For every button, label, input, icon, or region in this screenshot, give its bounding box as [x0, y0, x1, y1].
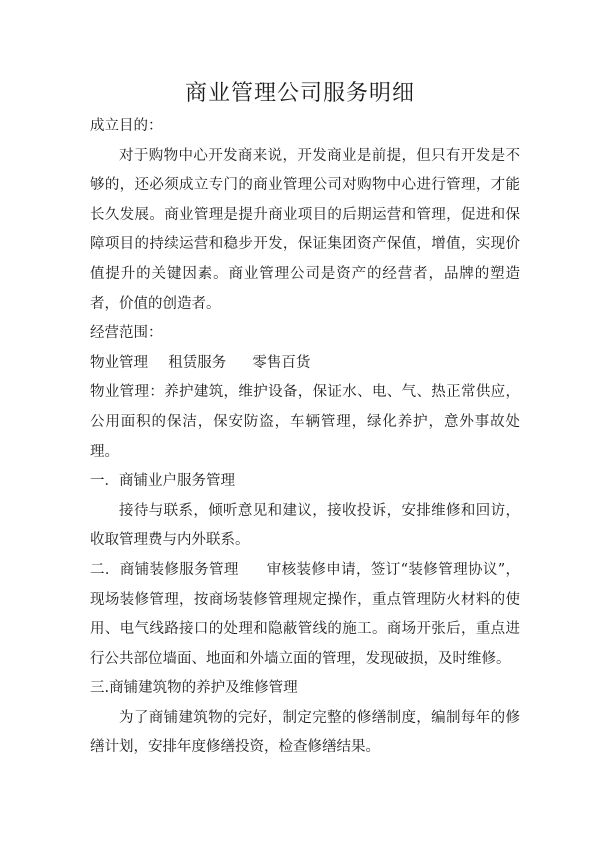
scope-item-retail: 零售百货	[252, 354, 311, 371]
section2-heading: 二．商铺装修服务管理	[90, 561, 239, 578]
purpose-paragraph: 对于购物中心开发商来说，开发商业是前提，但只有开发是不够的，还必须成立专门的商业管理公司对购物中心进行管理，才能长久发展。商业管理是提升商业项目的后期运营和管理，促进和保障项目的持续运营和稳步开发，保证集团资产保值，增值，实现价值提升的关键因素。商业管理公司是资产的经营者，品牌的塑造者，价值的创造者。	[90, 147, 520, 312]
scope-item-leasing: 租赁服务	[168, 354, 227, 371]
scope-heading: 经营范围：	[90, 325, 163, 342]
section3-heading: 三.商铺建筑物的养护及维修管理	[90, 680, 298, 697]
purpose-heading: 成立目的：	[90, 118, 163, 134]
property-management-paragraph: 物业管理：养护建筑，维护设备，保证水、电、气、热正常供应，公用面积的保洁，保安防盗，车辆管理，绿化养护，意外事故处理。	[90, 384, 520, 460]
section3-body: 为了商铺建筑物的完好，制定完整的修缮制度，编制每年的修缮计划，安排年度修缮投资，检查修缮结果。	[90, 709, 520, 756]
section1-heading: 一．商铺业户服务管理	[90, 473, 235, 490]
document-body	[90, 112, 520, 763]
scope-list	[90, 349, 520, 379]
scope-item-property: 物业管理	[90, 354, 148, 371]
document-title: 商业管理公司服务明细	[184, 81, 415, 106]
section1-body: 接待与联系，倾听意见和建议，接收投诉，安排维修和回访，收取管理费与内外联系。	[90, 502, 520, 549]
section2-paragraph	[90, 556, 520, 674]
section2-body: 审核装修申请，签订“装修管理协议”，现场装修管理，按商场装修管理规定操作，重点管理防火材料的使用、电气线路接口的处理和隐蔽管线的施工。商场开张后，重点进行公共部位墙面、地面和外墙立面的管理，发现破损，及时维修。	[90, 561, 520, 667]
